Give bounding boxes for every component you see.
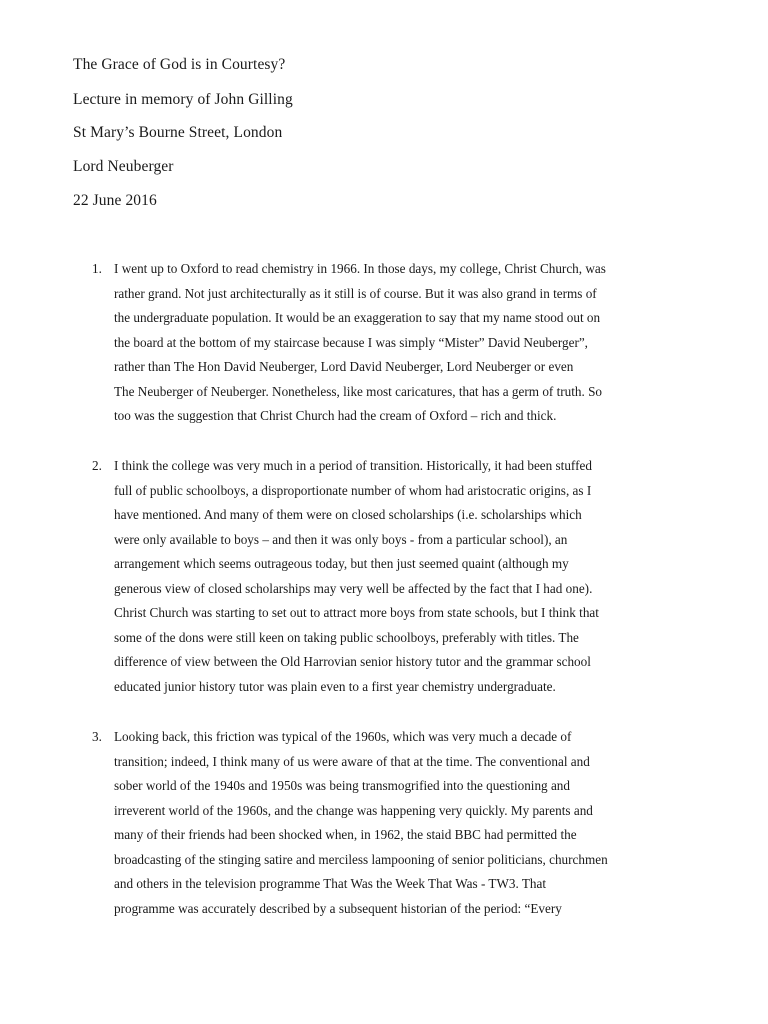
text-line: have mentioned. And many of them were on closed scholarships (i.e. scholarships which <box>114 507 582 522</box>
text-line: the board at the bottom of my staircase because I was simply “Mister” David Neuberger”, <box>114 334 588 350</box>
text-line: arrangement which seems outrageous today, but then just seemed quaint (although my <box>114 556 569 571</box>
paragraph-number: 2. <box>92 458 102 473</box>
text-line: rather than The Hon David Neuberger, Lord David Neuberger, Lord Neuberger or even <box>114 359 574 374</box>
text-line: transition; indeed, I think many of us were aware of that at the time. The conventional and <box>114 753 590 769</box>
text-line: many of their friends had been shocked when, in 1962, the staid BBC had permitted the <box>114 827 577 842</box>
text-line: difference of view between the Old Harrovian senior history tutor and the grammar school <box>114 654 591 669</box>
text-line: and others in the television programme That Was the Week That Was - TW3. That <box>114 876 547 891</box>
text-line: broadcasting of the stinging satire and merciless lampooning of senior politicians, churchmen <box>114 851 608 867</box>
text-line: rather grand. Not just architecturally as it still is of course. But it was also grand in terms of <box>114 285 597 301</box>
date-line: 22 June 2016 <box>73 192 157 209</box>
text-line: Christ Church was starting to set out to attract more boys from state schools, but I think that <box>114 605 599 620</box>
document-title: The Grace of God is in Courtesy? <box>73 56 286 73</box>
text-line: sober world of the 1940s and 1950s was being transmogrified into the questioning and <box>114 778 570 793</box>
paragraph-number: 3. <box>92 729 102 744</box>
text-line: the undergraduate population. It would be an exaggeration to say that my name stood out on <box>114 310 601 325</box>
paragraph-number: 1. <box>92 261 102 276</box>
text-line: too was the suggestion that Christ Church had the cream of Oxford – rich and thick. <box>114 408 557 423</box>
text-line: educated junior history tutor was plain even to a first year chemistry undergraduate. <box>114 678 556 694</box>
text-line: Looking back, this friction was typical of the 1960s, which was very much a decade of <box>114 729 572 744</box>
venue-line: St Mary’s Bourne Street, London <box>73 124 283 141</box>
text-line: full of public schoolboys, a disproportionate number of whom had aristocratic origins, as I <box>114 482 592 498</box>
text-line: I went up to Oxford to read chemistry in 1966. In those days, my college, Christ Church, was <box>114 261 606 276</box>
text-line: were only available to boys – and then it was only boys - from a particular school), an <box>114 531 568 547</box>
text-line: generous view of closed scholarships may very well be affected by the fact that I had one). <box>114 580 593 596</box>
text-line: some of the dons were still keen on taking public schoolboys, preferably with titles. The <box>114 629 579 645</box>
text-line: I think the college was very much in a period of transition. Historically, it had been stuffed <box>114 458 592 473</box>
text-line: The Neuberger of Neuberger. Nonetheless, like most caricatures, that has a germ of truth. So <box>114 383 603 399</box>
document-subtitle: Lecture in memory of John Gilling <box>73 91 293 108</box>
text-line: programme was accurately described by a subsequent historian of the period: “Every <box>114 900 562 916</box>
author-line: Lord Neuberger <box>73 158 174 175</box>
text-line: irreverent world of the 1960s, and the change was happening very quickly. My parents and <box>114 802 593 818</box>
